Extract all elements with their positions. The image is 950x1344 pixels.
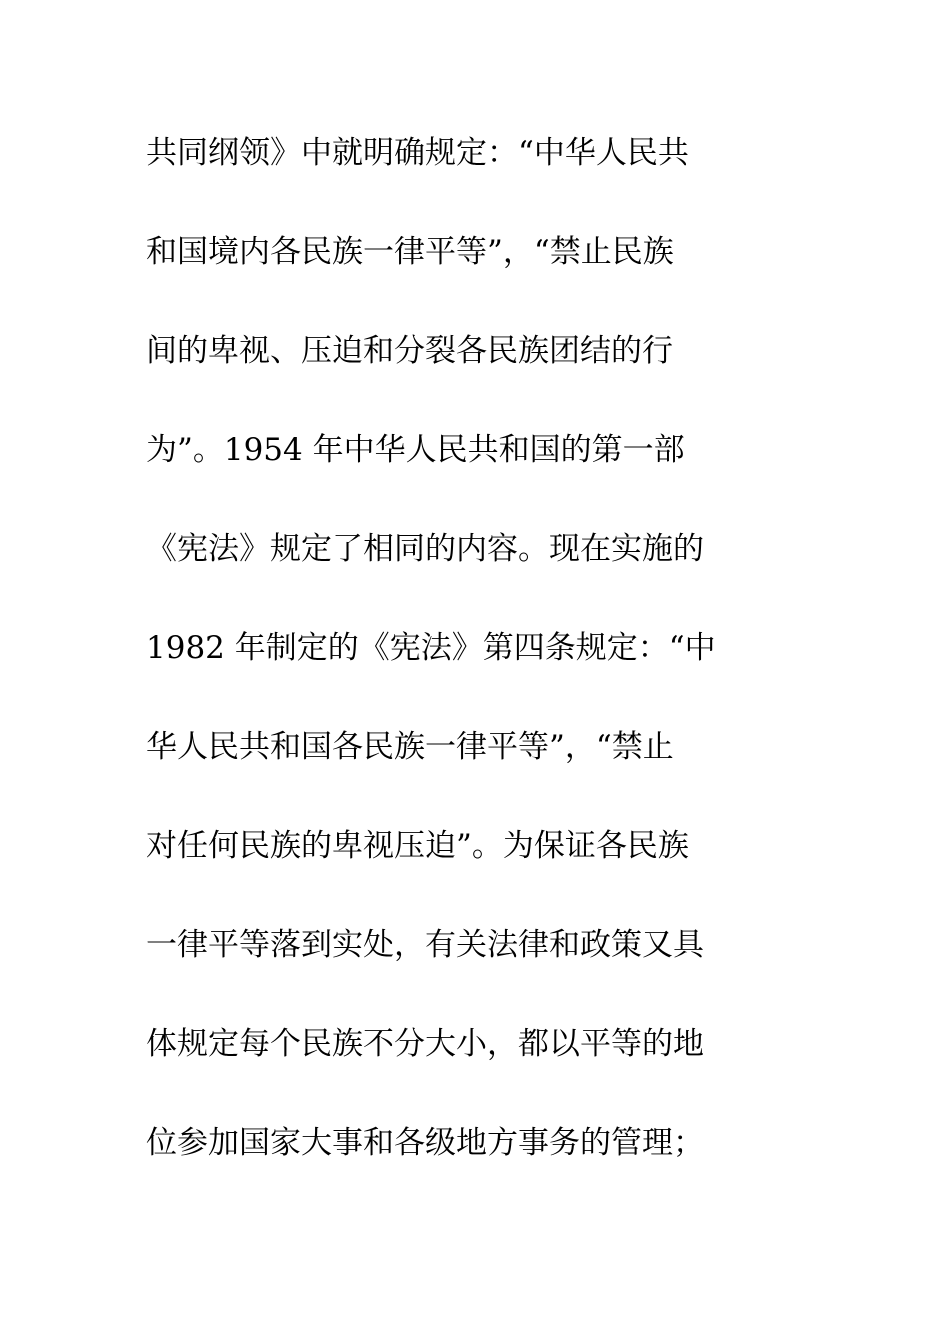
text-line: 华人民共和国各民族一律平等”，“禁止	[146, 729, 674, 765]
text-line: 一律平等落到实处，有关法律和政策又具	[146, 927, 704, 963]
text-line: 位参加国家大事和各级地方事务的管理；	[146, 1125, 704, 1161]
text-line: 为”。1954 年中华人民共和国的第一部	[146, 432, 685, 468]
text-line: 1982 年制定的《宪法》第四条规定：“中	[146, 630, 716, 666]
text-line: 《宪法》规定了相同的内容。现在实施的	[146, 531, 704, 567]
text-line: 对任何民族的卑视压迫”。为保证各民族	[146, 828, 689, 864]
text-line: 共同纲领》中就明确规定：“中华人民共	[146, 135, 689, 171]
text-line: 和国境内各民族一律平等”，“禁止民族	[146, 234, 674, 270]
body-text	[146, 120, 806, 1209]
text-line: 体规定每个民族不分大小，都以平等的地	[146, 1026, 704, 1062]
text-line: 间的卑视、压迫和分裂各民族团结的行	[146, 333, 673, 369]
